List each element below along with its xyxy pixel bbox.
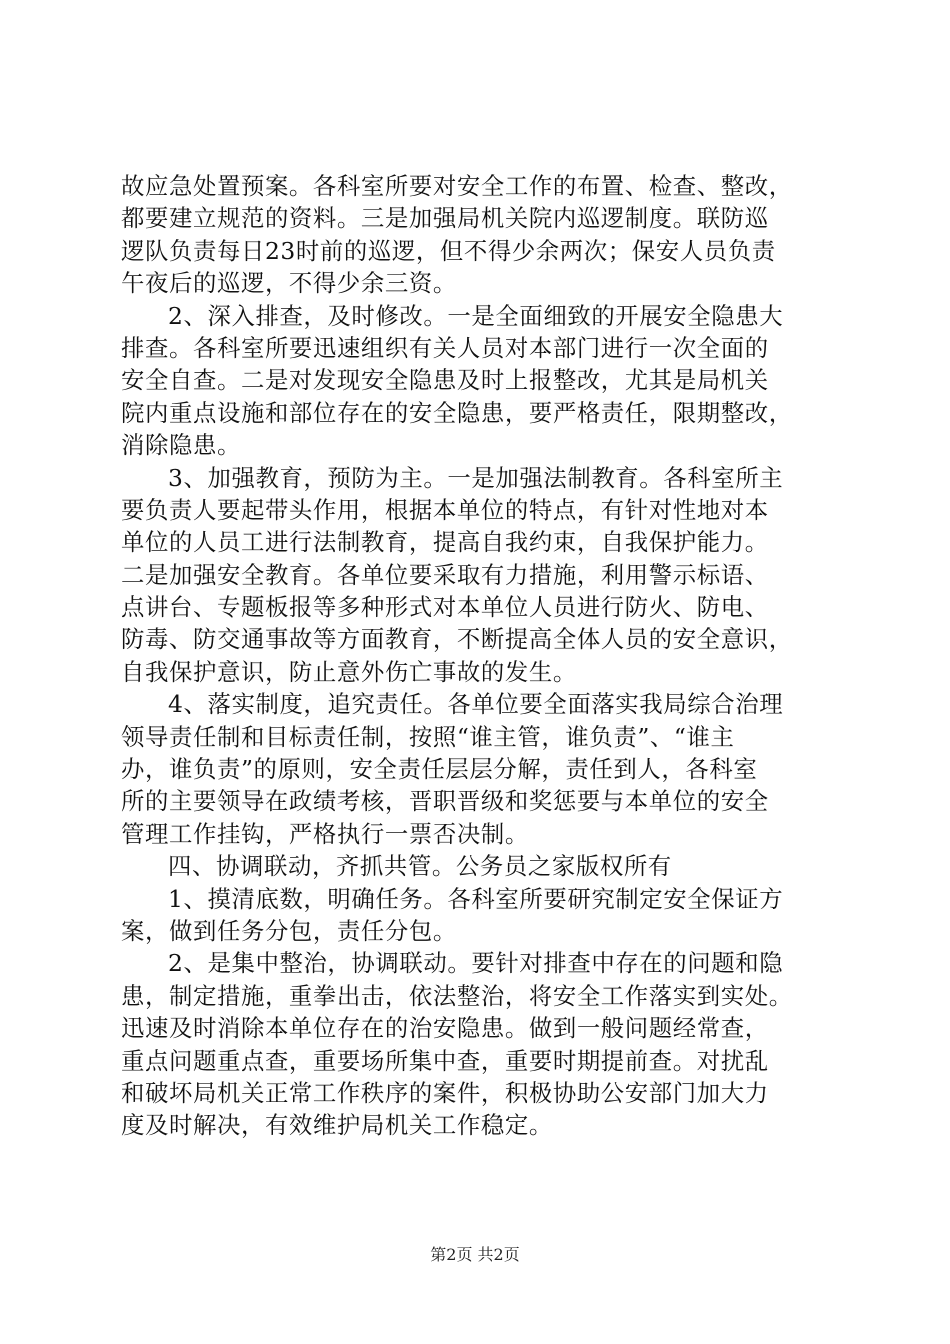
text-line: 消除隐患。	[121, 431, 241, 460]
text-line: 2、是集中整治，协调联动。要针对排查中存在的问题和隐	[168, 949, 784, 978]
text-line: 患，制定措施，重拳出击，依法整治，将安全工作落实到实处。	[121, 981, 793, 1010]
text-line: 院内重点设施和部位存在的安全隐患，要严格责任，限期整改，	[121, 398, 793, 427]
text-line: 安全自查。二是对发现安全隐患及时上报整改，尤其是局机关	[121, 366, 769, 395]
text-line: 排查。各科室所要迅速组织有关人员对本部门进行一次全面的	[121, 333, 769, 362]
text-line: 2、深入排查，及时修改。一是全面细致的开展安全隐患大	[168, 301, 784, 330]
document-body	[121, 170, 831, 1142]
text-line: 和破坏局机关正常工作秩序的案件，积极协助公安部门加大力	[121, 1078, 769, 1107]
text-line: 领导责任制和目标责任制，按照“谁主管，谁负责”、“谁主	[121, 722, 735, 751]
text-line: 4、落实制度，追究责任。各单位要全面落实我局综合治理	[168, 690, 784, 719]
text-line: 逻队负责每日23时前的巡逻，但不得少余两次；保安人员负责	[121, 236, 776, 265]
text-line: 点讲台、专题板报等多种形式对本单位人员进行防火、防电、	[121, 593, 769, 622]
text-line: 防毒、防交通事故等方面教育，不断提高全体人员的安全意识，	[121, 625, 793, 654]
text-line: 重点问题重点查，重要场所集中查，重要时期提前查。对扰乱	[121, 1046, 769, 1075]
text-line: 故应急处置预案。各科室所要对安全工作的布置、检查、整改，	[121, 172, 793, 200]
text-line: 自我保护意识，防止意外伤亡事故的发生。	[121, 657, 577, 686]
text-line: 午夜后的巡逻，不得少余三资。	[121, 269, 457, 298]
text-line: 案，做到任务分包，责任分包。	[121, 916, 457, 945]
page-footer: 第2页 共2页	[430, 1245, 520, 1264]
text-line: 1、摸清底数，明确任务。各科室所要研究制定安全保证方	[168, 884, 784, 913]
text-line: 度及时解决，有效维护局机关工作稳定。	[121, 1111, 553, 1140]
text-line: 办，谁负责”的原则，安全责任层层分解，责任到人，各科室	[121, 755, 758, 784]
text-line: 3、加强教育，预防为主。一是加强法制教育。各科室所主	[168, 463, 784, 492]
text-line: 单位的人员工进行法制教育，提高自我约束，自我保护能力。	[121, 528, 769, 557]
text-line: 二是加强安全教育。各单位要采取有力措施，利用警示标语、	[121, 560, 769, 589]
text-line: 要负责人要起带头作用，根据本单位的特点，有针对性地对本	[121, 495, 769, 524]
text-line: 都要建立规范的资料。三是加强局机关院内巡逻制度。联防巡	[121, 204, 769, 233]
text-line: 管理工作挂钩，严格执行一票否决制。	[121, 819, 529, 848]
text-line: 迅速及时消除本单位存在的治安隐患。做到一般问题经常查，	[121, 1014, 769, 1043]
text-line: 四、协调联动，齐抓共管。公务员之家版权所有	[168, 852, 672, 881]
text-line: 所的主要领导在政绩考核，晋职晋级和奖惩要与本单位的安全	[121, 787, 769, 816]
